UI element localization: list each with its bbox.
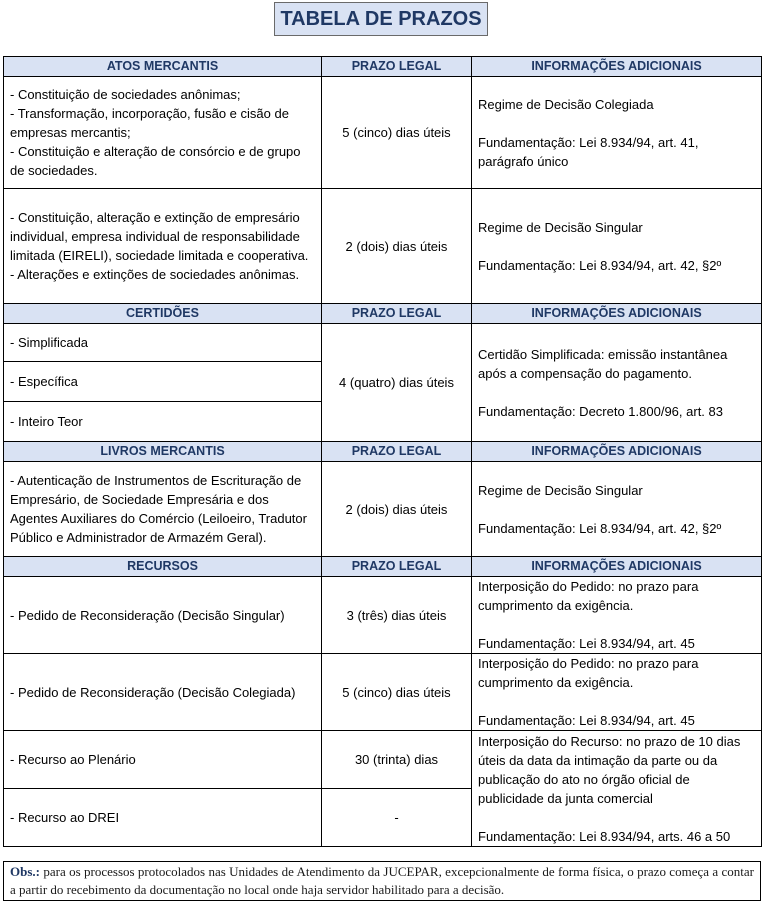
section-header-livros	[4, 442, 762, 462]
info-text: Interposição do Pedido: no prazo para cumprimento da exigência.	[478, 656, 699, 690]
regime-text: Regime de Decisão Colegiada	[478, 96, 654, 112]
fundamentacao-text: Fundamentação: Lei 8.934/94, arts. 46 a 50	[478, 829, 731, 844]
page-title-text: TABELA DE PRAZOS	[280, 7, 482, 30]
table-row	[4, 77, 762, 189]
observation-note	[3, 861, 761, 901]
column-header-info: INFORMAÇÕES ADICIONAIS	[472, 442, 762, 462]
row-prazo: 2 (dois) dias úteis	[322, 462, 472, 557]
info-text: Interposição do Recurso: no prazo de 10 dias úteis da data da intimação da parte ou da publicação do ato no órgão oficial de publicidade da junta comercial	[478, 734, 741, 806]
description-line: - Constituição de sociedades anônimas;	[10, 87, 241, 102]
fundamentacao-text: Fundamentação: Lei 8.934/94, art. 42, §2º	[478, 257, 722, 273]
description-line: - Alterações e extinções de sociedades anônimas.	[10, 267, 300, 282]
row-info	[472, 462, 762, 557]
regime-text: Regime de Decisão Singular	[478, 482, 643, 498]
page-title	[274, 2, 488, 36]
description-line: - Transformação, incorporação, fusão e cisão de empresas mercantis;	[10, 106, 289, 140]
row-info	[472, 654, 762, 731]
row-prazo: 30 (trinta) dias	[322, 731, 472, 789]
section-header-recursos	[4, 557, 762, 577]
row-description: - Recurso ao Plenário	[4, 731, 322, 789]
regime-text: Regime de Decisão Singular	[478, 219, 643, 235]
row-prazo: 3 (três) dias úteis	[322, 577, 472, 654]
table-row	[4, 462, 762, 557]
certidao-item: - Simplificada	[4, 324, 322, 362]
fundamentacao-text: Fundamentação: Lei 8.934/94, art. 45	[478, 713, 695, 728]
observation-label: Obs.:	[10, 864, 40, 879]
info-text: Certidão Simplificada: emissão instantânea após a compensação do pagamento.	[478, 346, 728, 381]
row-description: - Recurso ao DREI	[4, 789, 322, 847]
table-row	[4, 654, 762, 731]
row-prazo: 4 (quatro) dias úteis	[322, 324, 472, 442]
column-header-prazo: PRAZO LEGAL	[322, 57, 472, 77]
row-prazo: 5 (cinco) dias úteis	[322, 654, 472, 731]
row-info	[472, 577, 762, 654]
row-info	[472, 189, 762, 304]
section-title: ATOS MERCANTIS	[4, 57, 322, 77]
column-header-prazo: PRAZO LEGAL	[322, 304, 472, 324]
description-line: - Constituição, alteração e extinção de empresário individual, empresa individual de responsabilidade limitada (EIRELI), sociedade limitada e cooperativa.	[10, 210, 309, 263]
section-header-certidoes	[4, 304, 762, 324]
row-prazo: -	[322, 789, 472, 847]
row-info	[472, 324, 762, 442]
row-description	[4, 77, 322, 189]
row-info	[472, 731, 762, 847]
row-prazo: 2 (dois) dias úteis	[322, 189, 472, 304]
certidao-item: - Inteiro Teor	[4, 402, 322, 442]
section-title: LIVROS MERCANTIS	[4, 442, 322, 462]
row-description: - Pedido de Reconsideração (Decisão Singular)	[4, 577, 322, 654]
certidao-item: - Específica	[4, 362, 322, 402]
row-prazo: 5 (cinco) dias úteis	[322, 77, 472, 189]
row-description: - Pedido de Reconsideração (Decisão Colegiada)	[4, 654, 322, 731]
column-header-info: INFORMAÇÕES ADICIONAIS	[472, 557, 762, 577]
table-row	[4, 731, 762, 789]
row-description	[4, 189, 322, 304]
fundamentacao-text: Fundamentação: Lei 8.934/94, art. 42, §2º	[478, 520, 722, 536]
column-header-info: INFORMAÇÕES ADICIONAIS	[472, 304, 762, 324]
column-header-prazo: PRAZO LEGAL	[322, 442, 472, 462]
column-header-prazo: PRAZO LEGAL	[322, 557, 472, 577]
description-line: - Constituição e alteração de consórcio e de grupo de sociedades.	[10, 144, 301, 178]
table-row	[4, 577, 762, 654]
section-title: RECURSOS	[4, 557, 322, 577]
prazos-table	[3, 56, 762, 847]
column-header-info: INFORMAÇÕES ADICIONAIS	[472, 57, 762, 77]
section-title: CERTIDÕES	[4, 304, 322, 324]
table-row	[4, 324, 762, 362]
fundamentacao-text: Fundamentação: Lei 8.934/94, art. 45	[478, 636, 695, 651]
row-info	[472, 77, 762, 189]
info-text: Interposição do Pedido: no prazo para cumprimento da exigência.	[478, 579, 699, 613]
row-description: - Autenticação de Instrumentos de Escrituração de Empresário, de Sociedade Empresária e dos Agentes Auxiliares do Comércio (Leiloeiro, Tradutor Público e Administrador de Armazém Geral).	[4, 462, 322, 557]
table-row	[4, 189, 762, 304]
fundamentacao-text: Fundamentação: Decreto 1.800/96, art. 83	[478, 403, 723, 419]
fundamentacao-text: Fundamentação: Lei 8.934/94, art. 41, parágrafo único	[478, 134, 699, 169]
section-header-atos	[4, 57, 762, 77]
observation-text: para os processos protocolados nas Unidades de Atendimento da JUCEPAR, excepcionalmente de forma física, o prazo começa a contar a partir do recebimento da documentação no local onde haja servidor habilitado para a decisão.	[10, 864, 754, 897]
